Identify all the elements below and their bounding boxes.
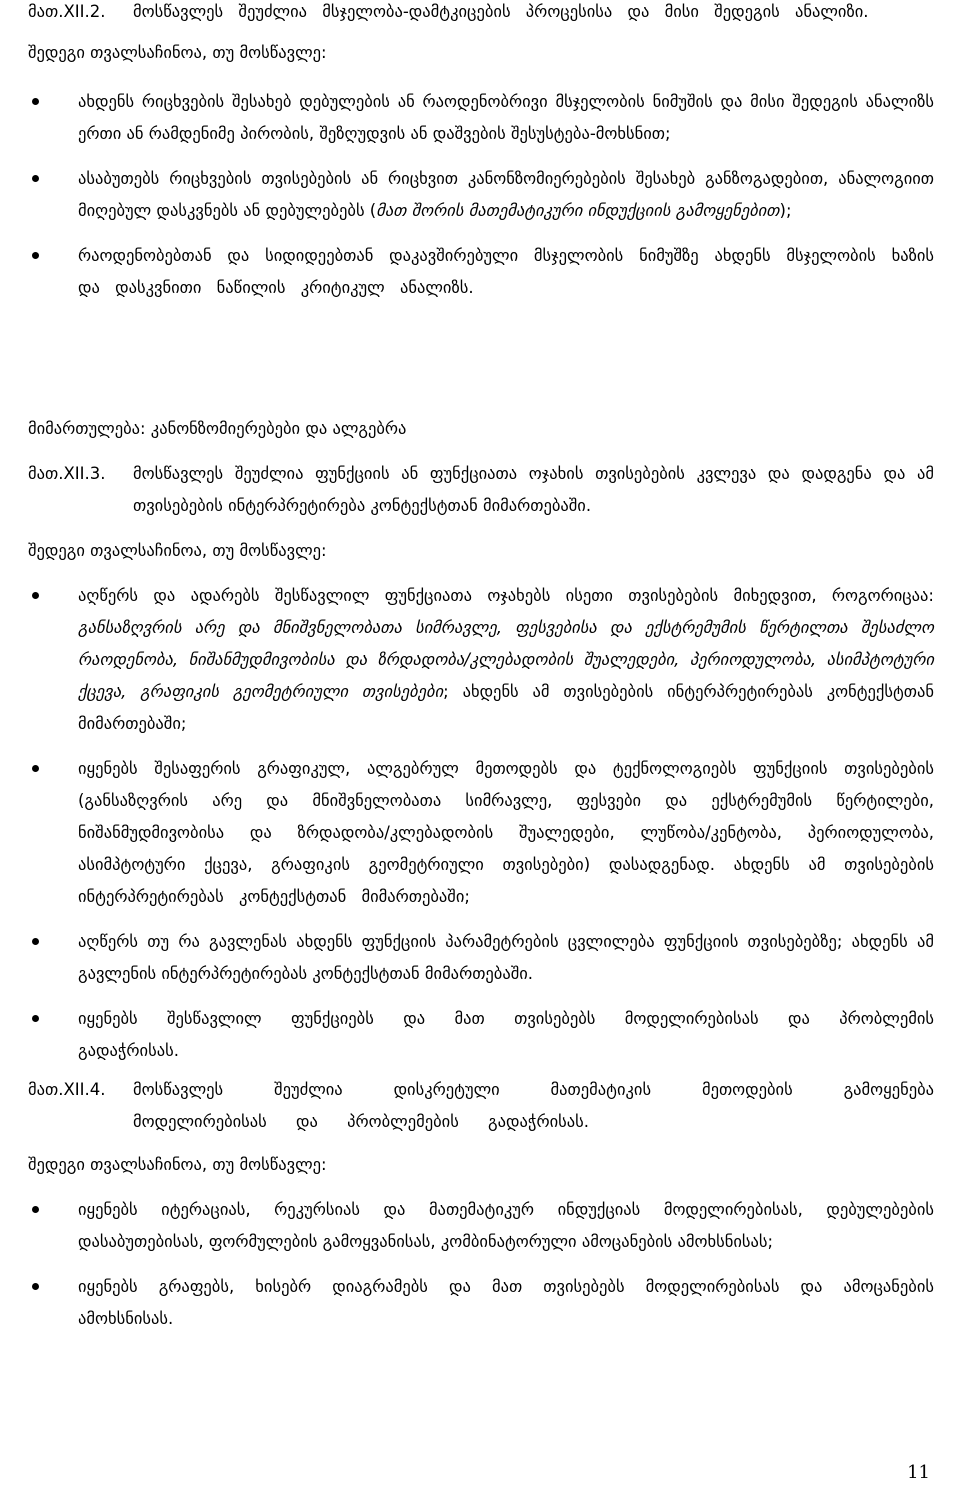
outcome-list xyxy=(0,1194,934,1348)
standard-title: მოსწავლეს შეუძლია ფუნქციის ან ფუნქციათა ოჯახის თვისებების კვლევა და დადგენა და ამ თვისებების ინტერპრეტირება კონტექსტთან მიმართებაში. xyxy=(133,464,934,515)
standard-title: მოსწავლეს შეუძლია მსჯელობა-დამტკიცების პროცესისა და მისი შედეგის ანალიზი. xyxy=(133,2,869,21)
outcome-label: შედეგი თვალსაჩინოა, თუ მოსწავლე: xyxy=(28,1155,327,1174)
bullet-icon xyxy=(32,98,39,105)
standard-heading-xii-2 xyxy=(28,0,934,28)
direction-label: მიმართულება: კანონზომიერებები და ალგებრა xyxy=(28,419,407,438)
bullet-icon xyxy=(32,938,39,945)
standard-code: მათ.XII.4. xyxy=(28,1080,106,1099)
list-item: იყენებს იტერაციას, რეკურსიას და მათემატიკურ ინდუქციას მოდელირებისას, დებულებების დასაბუთებისას, ფორმულების გამოყვანისას, კომბინატორული ამოცანების ამოხსნისას; xyxy=(0,1194,934,1258)
bullet-icon xyxy=(32,252,39,259)
list-item: ახდენს რიცხვების შესახებ დებულების ან რაოდენობრივი მსჯელობის ნიმუშის და მისი შედეგის ანალიზს ერთი ან რამდენიმე პირობის, შეზღუდვის ან დაშვების შესუსტება-მოხსნით; xyxy=(0,86,934,150)
list-item: აღწერს და ადარებს შესწავლილ ფუნქციათა ოჯახებს ისეთი თვისებების მიხედვით, როგორიცაა: განსაზღვრის არე და მნიშვნელობათა სიმრავლე, ფესვებისა და ექსტრემუმის წერტილთა შესაძლო რაოდენობა, ნიშანმუდმივობისა და ზრდადობა/კლებადობის შუალედები, პერიოდულობა, ასიმპტოტური ქცევა, გრაფიკის გეომეტრიული თვისებები; ახდენს ამ თვისებების ინტერპრეტირებას კონტექსტთან მიმართებაში; xyxy=(0,580,934,740)
list-item: რაოდენობებთან და სიდიდეებთან დაკავშირებული მსჯელობის ნიმუშზე ახდენს მსჯელობის ხაზის და დასკვნითი ნაწილის კრიტიკულ ანალიზს. xyxy=(0,240,934,304)
list-item: აღწერს თუ რა გავლენას ახდენს ფუნქციის პარამეტრების ცვლილება ფუნქციის თვისებებზე; ახდენს ამ გავლენის ინტერპრეტირებას კონტექსტთან მიმართებაში. xyxy=(0,926,934,990)
bullet-icon xyxy=(32,1015,39,1022)
outcome-label: შედეგი თვალსაჩინოა, თუ მოსწავლე: xyxy=(28,43,327,62)
list-item: იყენებს შესაფერის გრაფიკულ, ალგებრულ მეთოდებს და ტექნოლოგიებს ფუნქციის თვისებების (განსაზღვრის არე და მნიშვნელობათა სიმრავლე, ფესვები და ექსტრემუმის წერტილები, ნიშანმუდმივობისა და ზრდადობა/კლებადობის შუალედები, ლუწობა/კენტობა, პერიოდულობა, ასიმპტოტური ქცევა, გრაფიკის გეომეტრიული თვისებები) დასადგენად. ახდენს ამ თვისებების ინტერპრეტირებას კონტექსტთან მიმართებაში; xyxy=(0,753,934,913)
outcome-list xyxy=(0,580,934,1080)
bullet-icon xyxy=(32,175,39,182)
bullet-icon xyxy=(32,592,39,599)
bullet-icon xyxy=(32,1206,39,1213)
outcome-label: შედეგი თვალსაჩინოა, თუ მოსწავლე: xyxy=(28,541,327,560)
list-item: იყენებს შესწავლილ ფუნქციებს და მათ თვისებებს მოდელირებისას და პრობლემის გადაჭრისას. xyxy=(0,1003,934,1067)
bullet-icon xyxy=(32,1283,39,1290)
standard-code: მათ.XII.2. xyxy=(28,2,106,21)
standard-heading-xii-4 xyxy=(28,1074,934,1138)
standard-code: მათ.XII.3. xyxy=(28,464,106,483)
list-item: იყენებს გრაფებს, ხისებრ დიაგრამებს და მათ თვისებებს მოდელირებისას და ამოცანების ამოხსნისას. xyxy=(0,1271,934,1335)
list-item: ასაბუთებს რიცხვების თვისებების ან რიცხვით კანონზომიერებების შესახებ განზოგადებით, ანალოგიით მიღებულ დასკვნებს ან დებულებებს (მათ შორის მათემატიკური ინდუქციის გამოყენებით); xyxy=(0,163,934,227)
standard-title: მოსწავლეს შეუძლია დისკრეტული მათემატიკის მეთოდების გამოყენება მოდელირებისას და პრობლემების გადაჭრისას. xyxy=(133,1080,934,1131)
page-number: 11 xyxy=(907,1462,930,1483)
bullet-icon xyxy=(32,765,39,772)
outcome-list xyxy=(0,86,934,317)
standard-heading-xii-3 xyxy=(28,458,934,522)
